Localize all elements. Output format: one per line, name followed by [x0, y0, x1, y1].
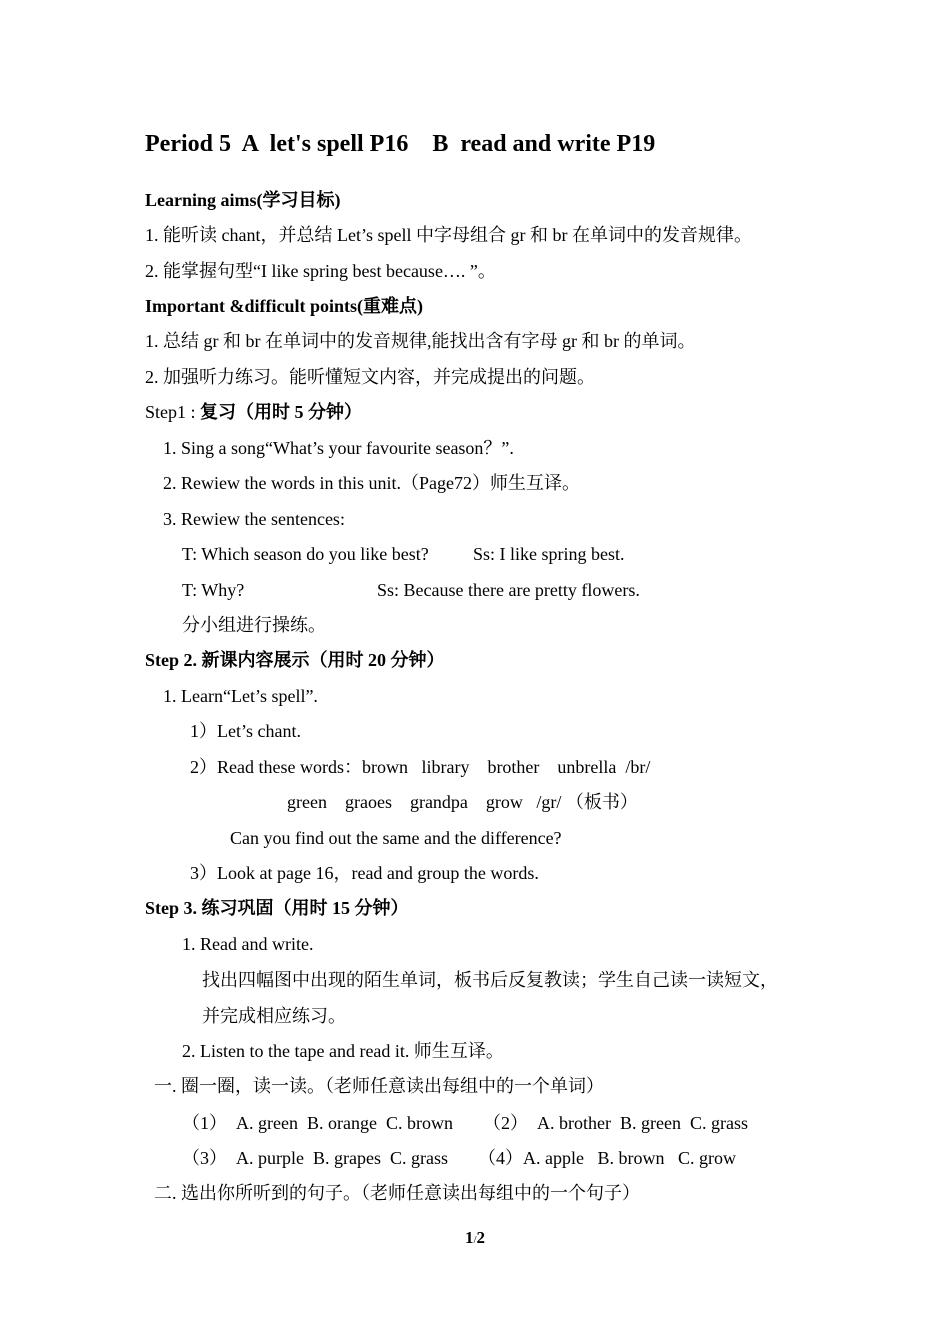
- dialog-student-line: Ss: Because there are pretty flowers.: [377, 580, 640, 600]
- page-separator: /: [473, 1234, 477, 1246]
- dialog-teacher-line: T: Which season do you like best?: [182, 544, 429, 564]
- step2-heading: Step 2. 新课内容展示（用时 20 分钟）: [145, 650, 445, 670]
- step1-item: 1. Sing a song“What’s your favourite season？”.: [163, 438, 514, 458]
- aim-item: 2. 能掌握句型“I like spring best because…. ”。: [145, 261, 496, 281]
- exercise2-heading: 二. 选出你所听到的句子。（老师任意读出每组中的一个句子）: [154, 1183, 640, 1203]
- step3-item-desc: 找出四幅图中出现的陌生单词，板书后反复教读；学生自己读一读短文，: [202, 970, 778, 990]
- step3-item: 2. Listen to the tape and read it. 师生互译。: [182, 1041, 504, 1061]
- aim-item: 1. 能听读 chant，并总结 Let’s spell 中字母组合 gr 和 br 在单词中的发音规律。: [145, 225, 752, 245]
- step1-title: 复习（用时 5 分钟）: [200, 402, 363, 422]
- step1-item: 2. Rewiew the words in this unit.（Page72）师生互译。: [163, 473, 580, 493]
- step1-item: 3. Rewiew the sentences:: [163, 509, 345, 529]
- point-item: 1. 总结 gr 和 br 在单词中的发音规律,能找出含有字母 gr 和 br 的单词。: [145, 331, 696, 351]
- step2-item: 1. Learn“Let’s spell”.: [163, 686, 318, 706]
- page-title: Period 5 A let's spell P16 B read and write P19: [145, 131, 656, 157]
- page-number: [0, 1228, 950, 1248]
- step3-item-desc: 并完成相应练习。: [202, 1006, 346, 1026]
- step3-heading: Step 3. 练习巩固（用时 15 分钟）: [145, 898, 409, 918]
- dialog-teacher-line: T: Why?: [182, 580, 245, 600]
- dialog-student-line: Ss: I like spring best.: [473, 544, 625, 564]
- exercise1-option-row: （3） A. purple B. grapes C. grass: [182, 1148, 448, 1168]
- exercise1-option-row: （1） A. green B. orange C. brown: [182, 1113, 453, 1133]
- step2-subitem-cont: green graoes grandpa grow /gr/ （板书）: [287, 792, 638, 812]
- step2-subitem: 3）Look at page 16，read and group the words.: [190, 863, 539, 883]
- points-heading: Important &difficult points(重难点): [145, 296, 423, 316]
- total-pages: 2: [476, 1228, 486, 1247]
- exercise1-option-row: （4）A. apple B. brown C. grow: [478, 1148, 736, 1168]
- step2-subitem: 1）Let’s chant.: [190, 721, 301, 741]
- step2-subitem: 2）Read these words：brown library brother unbrella /br/: [190, 757, 651, 777]
- step3-item: 1. Read and write.: [182, 934, 314, 954]
- learning-aims-heading: Learning aims(学习目标): [145, 190, 341, 210]
- point-item: 2. 加强听力练习。能听懂短文内容，并完成提出的问题。: [145, 367, 595, 387]
- step1-prefix: Step1 :: [145, 402, 201, 422]
- exercise1-heading: 一. 圈一圈，读一读。（老师任意读出每组中的一个单词）: [154, 1076, 604, 1096]
- exercise1-option-row: （2） A. brother B. green C. grass: [483, 1113, 748, 1133]
- step1-heading: [145, 400, 362, 424]
- step2-question: Can you find out the same and the difference?: [230, 828, 562, 848]
- current-page: 1: [464, 1228, 474, 1247]
- step1-note: 分小组进行操练。: [182, 615, 326, 635]
